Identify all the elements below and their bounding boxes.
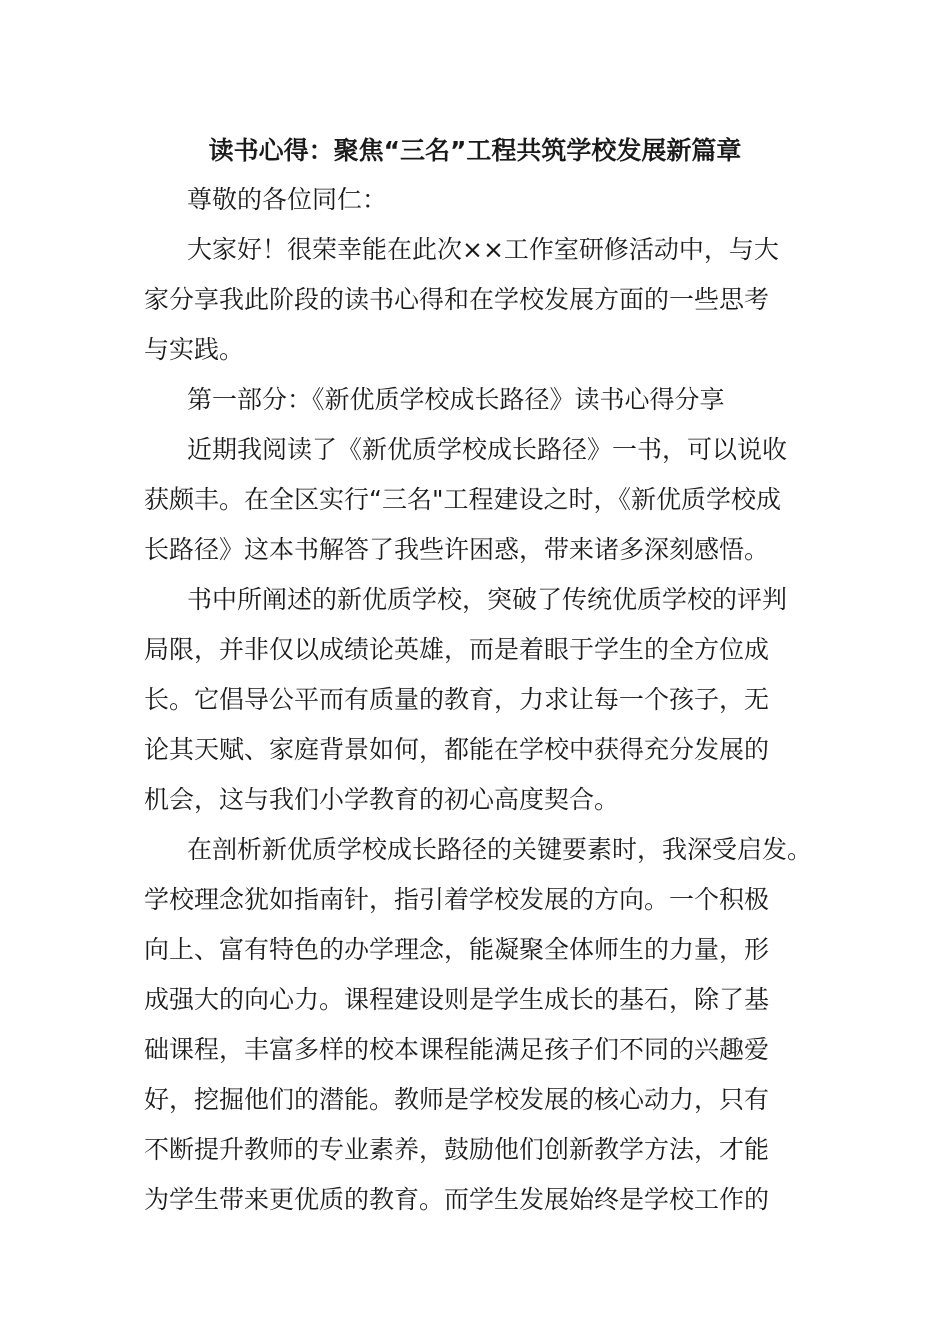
paragraph-line: 长路径》这本书解答了我些许困惑，带来诸多深刻感悟。 [144,535,770,564]
paragraph-line: 获颇丰。在全区实行“三名"工程建设之时，《新优质学校成 [144,485,781,514]
paragraph-line: 机会，这与我们小学教育的初心高度契合。 [144,785,620,814]
paragraph-line: 为学生带来更优质的教育。而学生发展始终是学校工作的 [144,1185,770,1214]
paragraph-line: 与实践。 [144,335,245,364]
salutation: 尊敬的各位同仁： [187,185,388,214]
paragraph-line: 大家好！很荣幸能在此次××工作室研修活动中，与大 [187,235,779,264]
paragraph-line: 家分享我此阶段的读书心得和在学校发展方面的一些思考 [144,285,770,314]
document-title: 读书心得：聚焦“三名”工程共筑学校发展新篇章 [208,136,742,165]
paragraph-line: 在剖析新优质学校成长路径的关键要素时，我深受启发。 [187,835,813,864]
paragraph-line: 局限，并非仅以成绩论英雄，而是着眼于学生的全方位成 [144,635,770,664]
paragraph-line: 长。它倡导公平而有质量的教育，力求让每一个孩子，无 [144,685,770,714]
paragraph-line: 近期我阅读了《新优质学校成长路径》一书，可以说收 [187,435,788,464]
paragraph-line: 论其天赋、家庭背景如何，都能在学校中获得充分发展的 [144,735,770,764]
section-heading: 第一部分：《新优质学校成长路径》读书心得分享 [187,385,725,414]
paragraph-line: 础课程，丰富多样的校本课程能满足孩子们不同的兴趣爱 [144,1035,770,1064]
paragraph-line: 不断提升教师的专业素养，鼓励他们创新教学方法，才能 [144,1135,770,1164]
paragraph-line: 好，挖掘他们的潜能。教师是学校发展的核心动力，只有 [144,1085,770,1114]
paragraph-line: 书中所阐述的新优质学校，突破了传统优质学校的评判 [187,585,788,614]
paragraph-line: 成强大的向心力。课程建设则是学生成长的基石，除了基 [144,985,770,1014]
paragraph-line: 向上、富有特色的办学理念，能凝聚全体师生的力量，形 [144,935,770,964]
paragraph-line: 学校理念犹如指南针，指引着学校发展的方向。一个积极 [144,885,770,914]
